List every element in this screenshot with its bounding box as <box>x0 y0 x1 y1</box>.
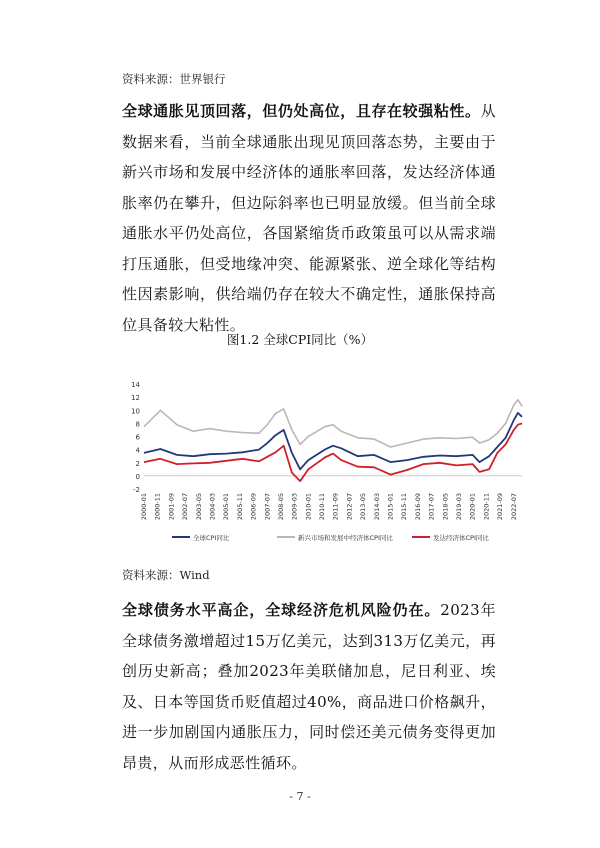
x-tick-label: 2012-07 <box>345 493 354 521</box>
source-note-top: 资料来源：世界银行 <box>122 72 226 86</box>
x-tick-label: 2009-03 <box>290 493 299 521</box>
x-tick-label: 2016-09 <box>413 493 422 521</box>
series-line-3 <box>144 423 522 481</box>
x-tick-label: 2014-03 <box>372 493 381 521</box>
x-tick-label: 2007-07 <box>263 493 272 521</box>
y-tick-label: 8 <box>135 420 140 429</box>
paragraph-inflation-body: 从数据来看，当前全球通胀出现见顶回落态势，主要由于新兴市场和发展中经济体的通胀率回落，发达经济体通胀率仍在攀升，但边际斜率也已明显放缓。但当前全球通胀水平仍处高位，各国紧缩货币政策虽可以从需求端打压通胀，但受地缘冲突、能源紧张、逆全球化等结构性因素影响，供给端仍存在较大不确定性，通胀保持高位具备较大粘性。 <box>122 102 496 334</box>
x-tick-label: 2013-05 <box>359 493 368 521</box>
cpi-chart-svg <box>112 372 532 552</box>
paragraph-inflation <box>122 96 496 340</box>
series-line-2 <box>144 400 522 447</box>
x-tick-label: 2015-01 <box>386 493 395 521</box>
legend-label-1: 全球CPI同比 <box>193 534 230 542</box>
x-tick-label: 2005-11 <box>235 493 244 521</box>
legend-label-2: 新兴市场和发展中经济体CPI同比 <box>298 534 393 542</box>
paragraph-debt <box>122 595 496 778</box>
y-tick-label: -2 <box>133 486 140 494</box>
x-tick-label: 2001-09 <box>167 493 176 521</box>
page-number: - 7 - <box>289 790 311 803</box>
y-tick-label: 4 <box>135 446 140 455</box>
x-tick-label: 2003-05 <box>194 493 203 521</box>
paragraph-debt-body: 2023年全球债务激增超过15万亿美元，达到313万亿美元，再创历史新高；叠加2023年美联储加息，尼日利亚、埃及、日本等国货币贬值超过40%，商品进口价格飙升，进一步加剧国内通胀压力，同时偿还美元债务变得更加昂贵，从而形成恶性循环。 <box>122 601 496 772</box>
figure-caption: 图1.2 全球CPI同比（%） <box>226 332 374 347</box>
x-tick-label: 2022-07 <box>509 493 518 521</box>
x-tick-label: 2015-11 <box>400 493 409 521</box>
x-tick-label: 2018-05 <box>441 493 450 521</box>
x-tick-label: 2021-09 <box>496 493 505 521</box>
paragraph-debt-lead: 全球债务水平高企，全球经济危机风险仍在。 <box>122 601 441 619</box>
x-tick-label: 2011-09 <box>331 493 340 521</box>
x-tick-label: 2017-07 <box>427 493 436 521</box>
cpi-chart <box>112 372 532 552</box>
x-tick-label: 2002-07 <box>181 493 190 521</box>
x-tick-label: 2010-11 <box>318 493 327 521</box>
y-tick-label: 14 <box>131 381 140 389</box>
source-note-chart: 资料来源：Wind <box>122 568 210 582</box>
y-tick-label: 2 <box>135 459 140 468</box>
x-tick-label: 2000-01 <box>140 493 148 521</box>
x-tick-label: 2005-01 <box>222 493 231 521</box>
x-tick-label: 2010-01 <box>304 493 313 521</box>
paragraph-inflation-lead: 全球通胀见顶回落，但仍处高位，且存在较强粘性。 <box>122 102 481 120</box>
x-tick-label: 2020-11 <box>482 493 491 521</box>
x-tick-label: 2008-05 <box>276 493 285 521</box>
y-tick-label: 6 <box>135 433 140 442</box>
series-line-1 <box>144 413 522 469</box>
y-tick-label: 10 <box>131 407 140 416</box>
y-tick-label: 12 <box>131 394 140 403</box>
x-tick-label: 2019-03 <box>455 493 463 521</box>
x-tick-label: 2004-03 <box>208 493 217 521</box>
x-tick-label: 2006-09 <box>249 493 258 521</box>
x-tick-label: 2000-11 <box>153 493 162 521</box>
y-tick-label: 0 <box>135 472 140 481</box>
legend-label-3: 发达经济体CPI同比 <box>433 534 489 542</box>
x-tick-label: 2020-01 <box>468 493 477 521</box>
